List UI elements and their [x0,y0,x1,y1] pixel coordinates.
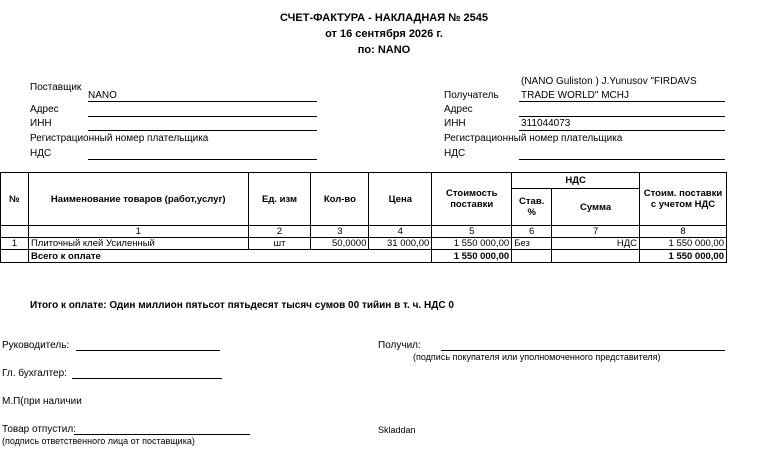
recipient-label: Получатель [444,90,499,101]
director-sign-line [76,350,220,351]
warehouse-label: Skladdan [378,425,416,435]
supplier-inn-line [88,130,317,131]
header-vat-rate: Став. % [512,189,552,226]
col-number: 8 [640,226,727,238]
accountant-sign-line [72,378,222,379]
recipient-inn-line [519,130,725,131]
col-number: 1 [28,226,248,238]
received-label: Получил: [378,340,421,351]
header-cost: Стоимость поставки [432,173,512,226]
row-unit: шт [248,238,311,250]
stamp-label: М.П(при наличии [2,396,82,407]
row-vat-sum: НДС [552,238,640,250]
recipient-reg-label: Регистрационный номер плательщика [444,133,623,144]
col-number: 6 [512,226,552,238]
supplier-label: Поставщик [30,82,82,93]
released-label: Товар отпустил: [2,424,76,435]
row-vat-rate: Без [512,238,552,250]
received-note: (подпись покупателя или уполномоченного представителя) [413,352,661,362]
header-price: Цена [369,173,432,226]
supplier-value: NANO [88,90,117,101]
released-sign-line [74,434,250,435]
totals-vat-sum [552,250,640,263]
header-unit: Ед. изм [248,173,311,226]
header-vat-sum: Сумма [552,189,640,226]
row-num: 1 [1,238,29,250]
supplier-address-line [88,116,317,117]
row-cost: 1 550 000,00 [432,238,512,250]
col-number: 5 [432,226,512,238]
recipient-value-line2: TRADE WORLD" MCHJ [521,90,629,101]
supplier-reg-label: Регистрационный номер плательщика [30,133,209,144]
header-num: № [1,173,29,226]
totals-cost: 1 550 000,00 [432,250,512,263]
supplier-address-label: Адрес [30,104,59,115]
recipient-vat-line [519,159,725,160]
supplier-vat-label: НДС [30,148,52,159]
recipient-inn-label: ИНН [444,118,466,129]
header-vat: НДС [512,173,640,189]
totals-total: 1 550 000,00 [640,250,727,263]
totals-row [1,250,727,263]
document-contract: по: NANO [357,44,411,56]
row-price: 31 000,00 [369,238,432,250]
accountant-label: Гл. бухгалтер: [2,368,67,379]
received-sign-line [441,350,725,351]
row-total: 1 550 000,00 [640,238,727,250]
recipient-inn-value: 311044073 [521,118,571,129]
col-number-spacer [1,226,29,238]
row-qty: 50,0000 [311,238,369,250]
totals-spacer [1,250,29,263]
document-title: СЧЕТ-ФАКТУРА - НАКЛАДНАЯ № 2545 [280,12,488,24]
supplier-vat-line [88,159,317,160]
invoice-table [0,172,727,263]
amount-in-words: Итого к оплате: Один миллион пятьсот пятьдесят тысяч сумов 00 тийин в т. ч. НДС 0 [30,300,454,311]
totals-label: Всего к оплате [28,250,431,263]
supplier-underline [88,101,317,102]
recipient-value-line1: (NANO Guliston ) J.Yunusov "FIRDAVS [521,76,697,87]
header-total: Стоим. поставки с учетом НДС [640,173,727,226]
row-name: Плиточный клей Усиленный [28,238,248,250]
recipient-vat-label: НДС [444,148,466,159]
totals-vat-rate [512,250,552,263]
recipient-address-label: Адрес [444,104,473,115]
document-date: от 16 сентября 2026 г. [325,28,443,40]
released-note: (подпись ответственного лица от поставщика) [2,436,195,446]
col-number: 4 [369,226,432,238]
header-name: Наименование товаров (работ,услуг) [28,173,248,226]
col-number: 7 [552,226,640,238]
director-label: Руководитель: [2,340,70,351]
supplier-inn-label: ИНН [30,118,52,129]
recipient-underline [519,101,725,102]
recipient-address-line [519,116,725,117]
col-number: 3 [311,226,369,238]
table-row [1,238,727,250]
col-number: 2 [248,226,311,238]
header-qty: Кол-во [311,173,369,226]
